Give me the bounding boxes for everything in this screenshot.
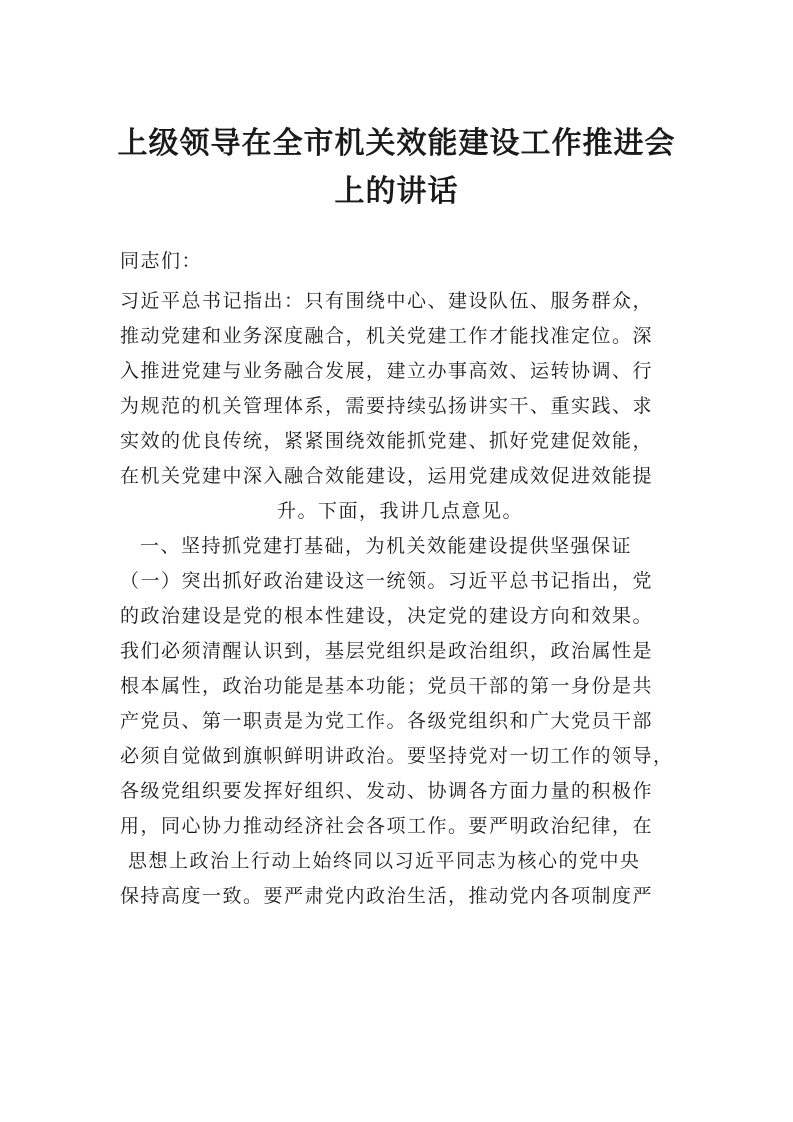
body-line: 用，同心协力推动经济社会各项工作。要严明政治纪律，在 — [120, 815, 654, 837]
title-line-1: 上级领导在全市机关效能建设工作推进会 — [117, 126, 676, 161]
body-line: 为规范的机关管理体系，需要持续弘扬讲实干、重实践、求 — [120, 395, 654, 417]
body-line: 根本属性，政治功能是基本功能；党员干部的第一身份是共 — [120, 675, 654, 697]
body-line: 习近平总书记指出：只有围绕中心、建设队伍、服务群众， — [120, 290, 654, 312]
body-line: 在机关党建中深入融合效能建设，运用党建成效促进效能提 — [120, 465, 654, 487]
body-line: 实效的优良传统，紧紧围绕效能抓党建、抓好党建促效能， — [120, 430, 654, 452]
body-line: 入推进党建与业务融合发展，建立办事高效、运转协调、行 — [120, 360, 654, 382]
body-line: 各级党组织要发挥好组织、发动、协调各方面力量的积极作 — [120, 780, 654, 802]
body-line: 升。下面，我讲几点意见。 — [276, 500, 523, 522]
title-line-2: 上的讲话 — [334, 174, 459, 209]
section-heading: 一、坚持抓党建打基础，为机关效能建设提供坚强保证 — [140, 535, 633, 557]
body-line: 的政治建设是党的根本性建设，决定党的建设方向和效果。 — [120, 605, 654, 627]
salutation: 同志们： — [120, 250, 203, 272]
body-line: 产党员、第一职责是为党工作。各级党组织和广大党员干部 — [120, 710, 654, 732]
body-line: 必须自觉做到旗帜鲜明讲政治。要坚持党对一切工作的领导， — [120, 745, 674, 767]
document-body — [120, 244, 680, 914]
body-line: 思想上政治上行动上始终同以习近平同志为核心的党中央 — [128, 850, 641, 872]
body-line: （一）突出抓好政治建设这一统领。习近平总书记指出，党 — [120, 570, 654, 592]
document-title — [0, 120, 793, 216]
body-line: 保持高度一致。要严肃党内政治生活，推动党内各项制度严 — [120, 885, 654, 907]
body-line: 推动党建和业务深度融合，机关党建工作才能找准定位。深 — [120, 325, 654, 347]
body-line: 我们必须清醒认识到，基层党组织是政治组织，政治属性是 — [120, 640, 654, 662]
